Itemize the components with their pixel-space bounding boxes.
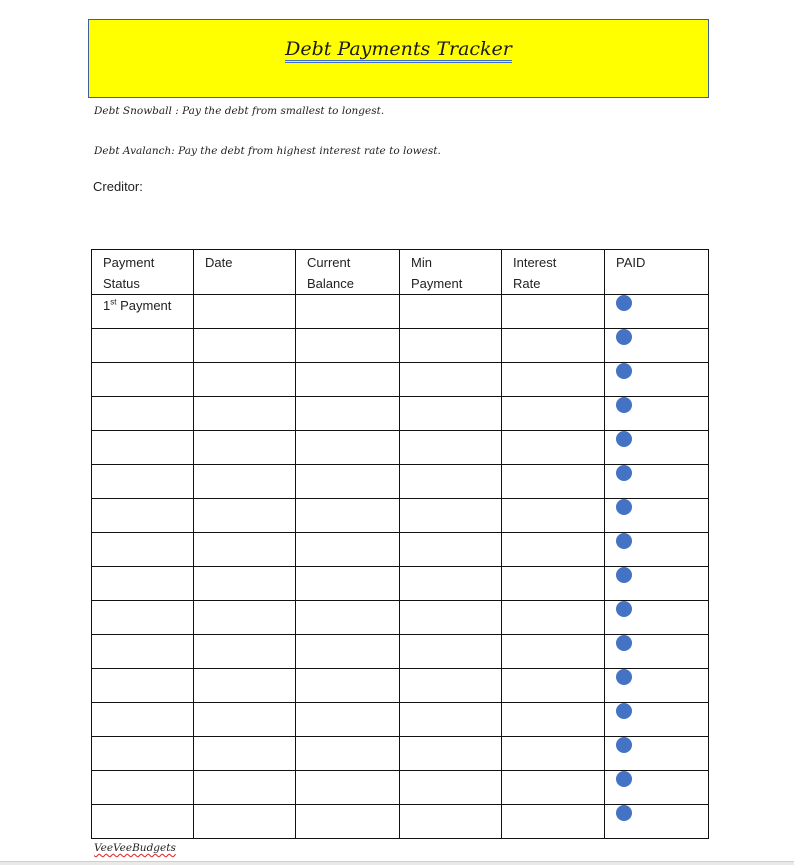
cell-interest-rate[interactable] xyxy=(502,465,605,499)
table-row xyxy=(92,669,709,703)
cell-paid[interactable] xyxy=(605,431,709,465)
cell-interest-rate[interactable] xyxy=(502,499,605,533)
cell-payment-status[interactable] xyxy=(92,431,194,465)
paid-checkbox-icon[interactable] xyxy=(616,363,632,379)
cell-payment-status[interactable] xyxy=(92,703,194,737)
cell-interest-rate[interactable] xyxy=(502,533,605,567)
table-row xyxy=(92,635,709,669)
cell-min-payment[interactable] xyxy=(400,737,502,771)
cell-current-balance[interactable] xyxy=(296,533,400,567)
page-edge xyxy=(0,861,794,865)
cell-paid[interactable] xyxy=(605,771,709,805)
cell-min-payment[interactable] xyxy=(400,431,502,465)
cell-paid[interactable] xyxy=(605,499,709,533)
page-title: Debt Payments Tracker xyxy=(285,38,512,63)
col-current-balance: Current Balance xyxy=(296,250,400,295)
cell-min-payment[interactable] xyxy=(400,499,502,533)
col-min-payment: Min Payment xyxy=(400,250,502,295)
table-row xyxy=(92,431,709,465)
cell-min-payment[interactable] xyxy=(400,533,502,567)
cell-current-balance[interactable] xyxy=(296,431,400,465)
cell-current-balance[interactable] xyxy=(296,295,400,329)
cell-interest-rate[interactable] xyxy=(502,805,605,839)
title-banner xyxy=(88,19,709,98)
table-row xyxy=(92,397,709,431)
paid-checkbox-icon[interactable] xyxy=(616,465,632,481)
cell-paid[interactable] xyxy=(605,533,709,567)
cell-paid[interactable] xyxy=(605,703,709,737)
cell-date[interactable] xyxy=(194,295,296,329)
table-row xyxy=(92,499,709,533)
cell-min-payment[interactable] xyxy=(400,805,502,839)
table-row xyxy=(92,465,709,499)
cell-current-balance[interactable] xyxy=(296,635,400,669)
cell-payment-status[interactable] xyxy=(92,805,194,839)
snowball-note: Debt Snowball : Pay the debt from smallest to longest. xyxy=(94,105,385,117)
paid-checkbox-icon[interactable] xyxy=(616,499,632,515)
cell-interest-rate[interactable] xyxy=(502,329,605,363)
cell-payment-status[interactable] xyxy=(92,737,194,771)
payments-table xyxy=(91,249,709,839)
cell-current-balance[interactable] xyxy=(296,397,400,431)
cell-date[interactable] xyxy=(194,805,296,839)
cell-current-balance[interactable] xyxy=(296,737,400,771)
cell-date[interactable] xyxy=(194,601,296,635)
paid-checkbox-icon[interactable] xyxy=(616,771,632,787)
cell-min-payment[interactable] xyxy=(400,465,502,499)
cell-interest-rate[interactable] xyxy=(502,669,605,703)
cell-interest-rate[interactable] xyxy=(502,601,605,635)
cell-interest-rate[interactable] xyxy=(502,363,605,397)
cell-current-balance[interactable] xyxy=(296,567,400,601)
table-row xyxy=(92,601,709,635)
cell-payment-status[interactable] xyxy=(92,465,194,499)
table-header-row xyxy=(92,250,709,295)
cell-paid[interactable] xyxy=(605,397,709,431)
cell-current-balance[interactable] xyxy=(296,669,400,703)
cell-min-payment[interactable] xyxy=(400,329,502,363)
cell-date[interactable] xyxy=(194,635,296,669)
table-row xyxy=(92,329,709,363)
cell-min-payment[interactable] xyxy=(400,635,502,669)
paid-checkbox-icon[interactable] xyxy=(616,431,632,447)
cell-date[interactable] xyxy=(194,329,296,363)
cell-payment-status[interactable] xyxy=(92,363,194,397)
cell-date[interactable] xyxy=(194,465,296,499)
cell-paid[interactable] xyxy=(605,329,709,363)
creditor-label: Creditor: xyxy=(93,179,143,194)
cell-date[interactable] xyxy=(194,499,296,533)
cell-min-payment[interactable] xyxy=(400,397,502,431)
cell-paid[interactable] xyxy=(605,737,709,771)
cell-date[interactable] xyxy=(194,363,296,397)
cell-interest-rate[interactable] xyxy=(502,567,605,601)
cell-min-payment[interactable] xyxy=(400,703,502,737)
paid-checkbox-icon[interactable] xyxy=(616,805,632,821)
paid-checkbox-icon[interactable] xyxy=(616,737,632,753)
cell-interest-rate[interactable] xyxy=(502,771,605,805)
table-row xyxy=(92,703,709,737)
table-row xyxy=(92,567,709,601)
cell-payment-status[interactable] xyxy=(92,533,194,567)
table-row xyxy=(92,295,709,329)
table-row xyxy=(92,771,709,805)
paid-checkbox-icon[interactable] xyxy=(616,601,632,617)
cell-payment-status[interactable] xyxy=(92,329,194,363)
cell-payment-status[interactable]: 1st Payment xyxy=(92,295,194,329)
cell-date[interactable] xyxy=(194,431,296,465)
cell-payment-status[interactable] xyxy=(92,635,194,669)
cell-date[interactable] xyxy=(194,669,296,703)
cell-interest-rate[interactable] xyxy=(502,431,605,465)
cell-interest-rate[interactable] xyxy=(502,703,605,737)
paid-checkbox-icon[interactable] xyxy=(616,533,632,549)
col-date: Date xyxy=(194,250,296,295)
cell-date[interactable] xyxy=(194,533,296,567)
cell-current-balance[interactable] xyxy=(296,601,400,635)
cell-paid[interactable] xyxy=(605,601,709,635)
cell-current-balance[interactable] xyxy=(296,499,400,533)
cell-paid[interactable] xyxy=(605,635,709,669)
brand-footer: VeeVeeBudgets xyxy=(94,842,176,854)
paid-checkbox-icon[interactable] xyxy=(616,669,632,685)
table-row xyxy=(92,737,709,771)
cell-current-balance[interactable] xyxy=(296,805,400,839)
cell-current-balance[interactable] xyxy=(296,329,400,363)
paid-checkbox-icon[interactable] xyxy=(616,567,632,583)
table-row xyxy=(92,805,709,839)
cell-payment-status[interactable] xyxy=(92,499,194,533)
paid-checkbox-icon[interactable] xyxy=(616,397,632,413)
cell-paid[interactable] xyxy=(605,363,709,397)
paid-checkbox-icon[interactable] xyxy=(616,703,632,719)
cell-date[interactable] xyxy=(194,737,296,771)
cell-date[interactable] xyxy=(194,567,296,601)
cell-interest-rate[interactable] xyxy=(502,295,605,329)
cell-payment-status[interactable] xyxy=(92,567,194,601)
cell-paid[interactable] xyxy=(605,465,709,499)
cell-min-payment[interactable] xyxy=(400,363,502,397)
avalanche-note: Debt Avalanch: Pay the debt from highest interest rate to lowest. xyxy=(94,145,441,157)
cell-min-payment[interactable] xyxy=(400,295,502,329)
cell-interest-rate[interactable] xyxy=(502,737,605,771)
cell-date[interactable] xyxy=(194,771,296,805)
cell-date[interactable] xyxy=(194,397,296,431)
cell-paid[interactable] xyxy=(605,295,709,329)
paid-checkbox-icon[interactable] xyxy=(616,295,632,311)
paid-checkbox-icon[interactable] xyxy=(616,635,632,651)
cell-current-balance[interactable] xyxy=(296,465,400,499)
table-row xyxy=(92,533,709,567)
cell-current-balance[interactable] xyxy=(296,771,400,805)
cell-min-payment[interactable] xyxy=(400,771,502,805)
cell-paid[interactable] xyxy=(605,567,709,601)
cell-interest-rate[interactable] xyxy=(502,635,605,669)
cell-paid[interactable] xyxy=(605,669,709,703)
cell-date[interactable] xyxy=(194,703,296,737)
cell-payment-status[interactable] xyxy=(92,601,194,635)
cell-interest-rate[interactable] xyxy=(502,397,605,431)
table-row xyxy=(92,363,709,397)
cell-current-balance[interactable] xyxy=(296,363,400,397)
paid-checkbox-icon[interactable] xyxy=(616,329,632,345)
cell-min-payment[interactable] xyxy=(400,669,502,703)
cell-payment-status[interactable] xyxy=(92,397,194,431)
cell-payment-status[interactable] xyxy=(92,771,194,805)
col-payment-status: Payment Status xyxy=(92,250,194,295)
cell-min-payment[interactable] xyxy=(400,601,502,635)
cell-paid[interactable] xyxy=(605,805,709,839)
col-interest-rate: Interest Rate xyxy=(502,250,605,295)
cell-current-balance[interactable] xyxy=(296,703,400,737)
col-paid: PAID xyxy=(605,250,709,295)
cell-payment-status[interactable] xyxy=(92,669,194,703)
cell-min-payment[interactable] xyxy=(400,567,502,601)
